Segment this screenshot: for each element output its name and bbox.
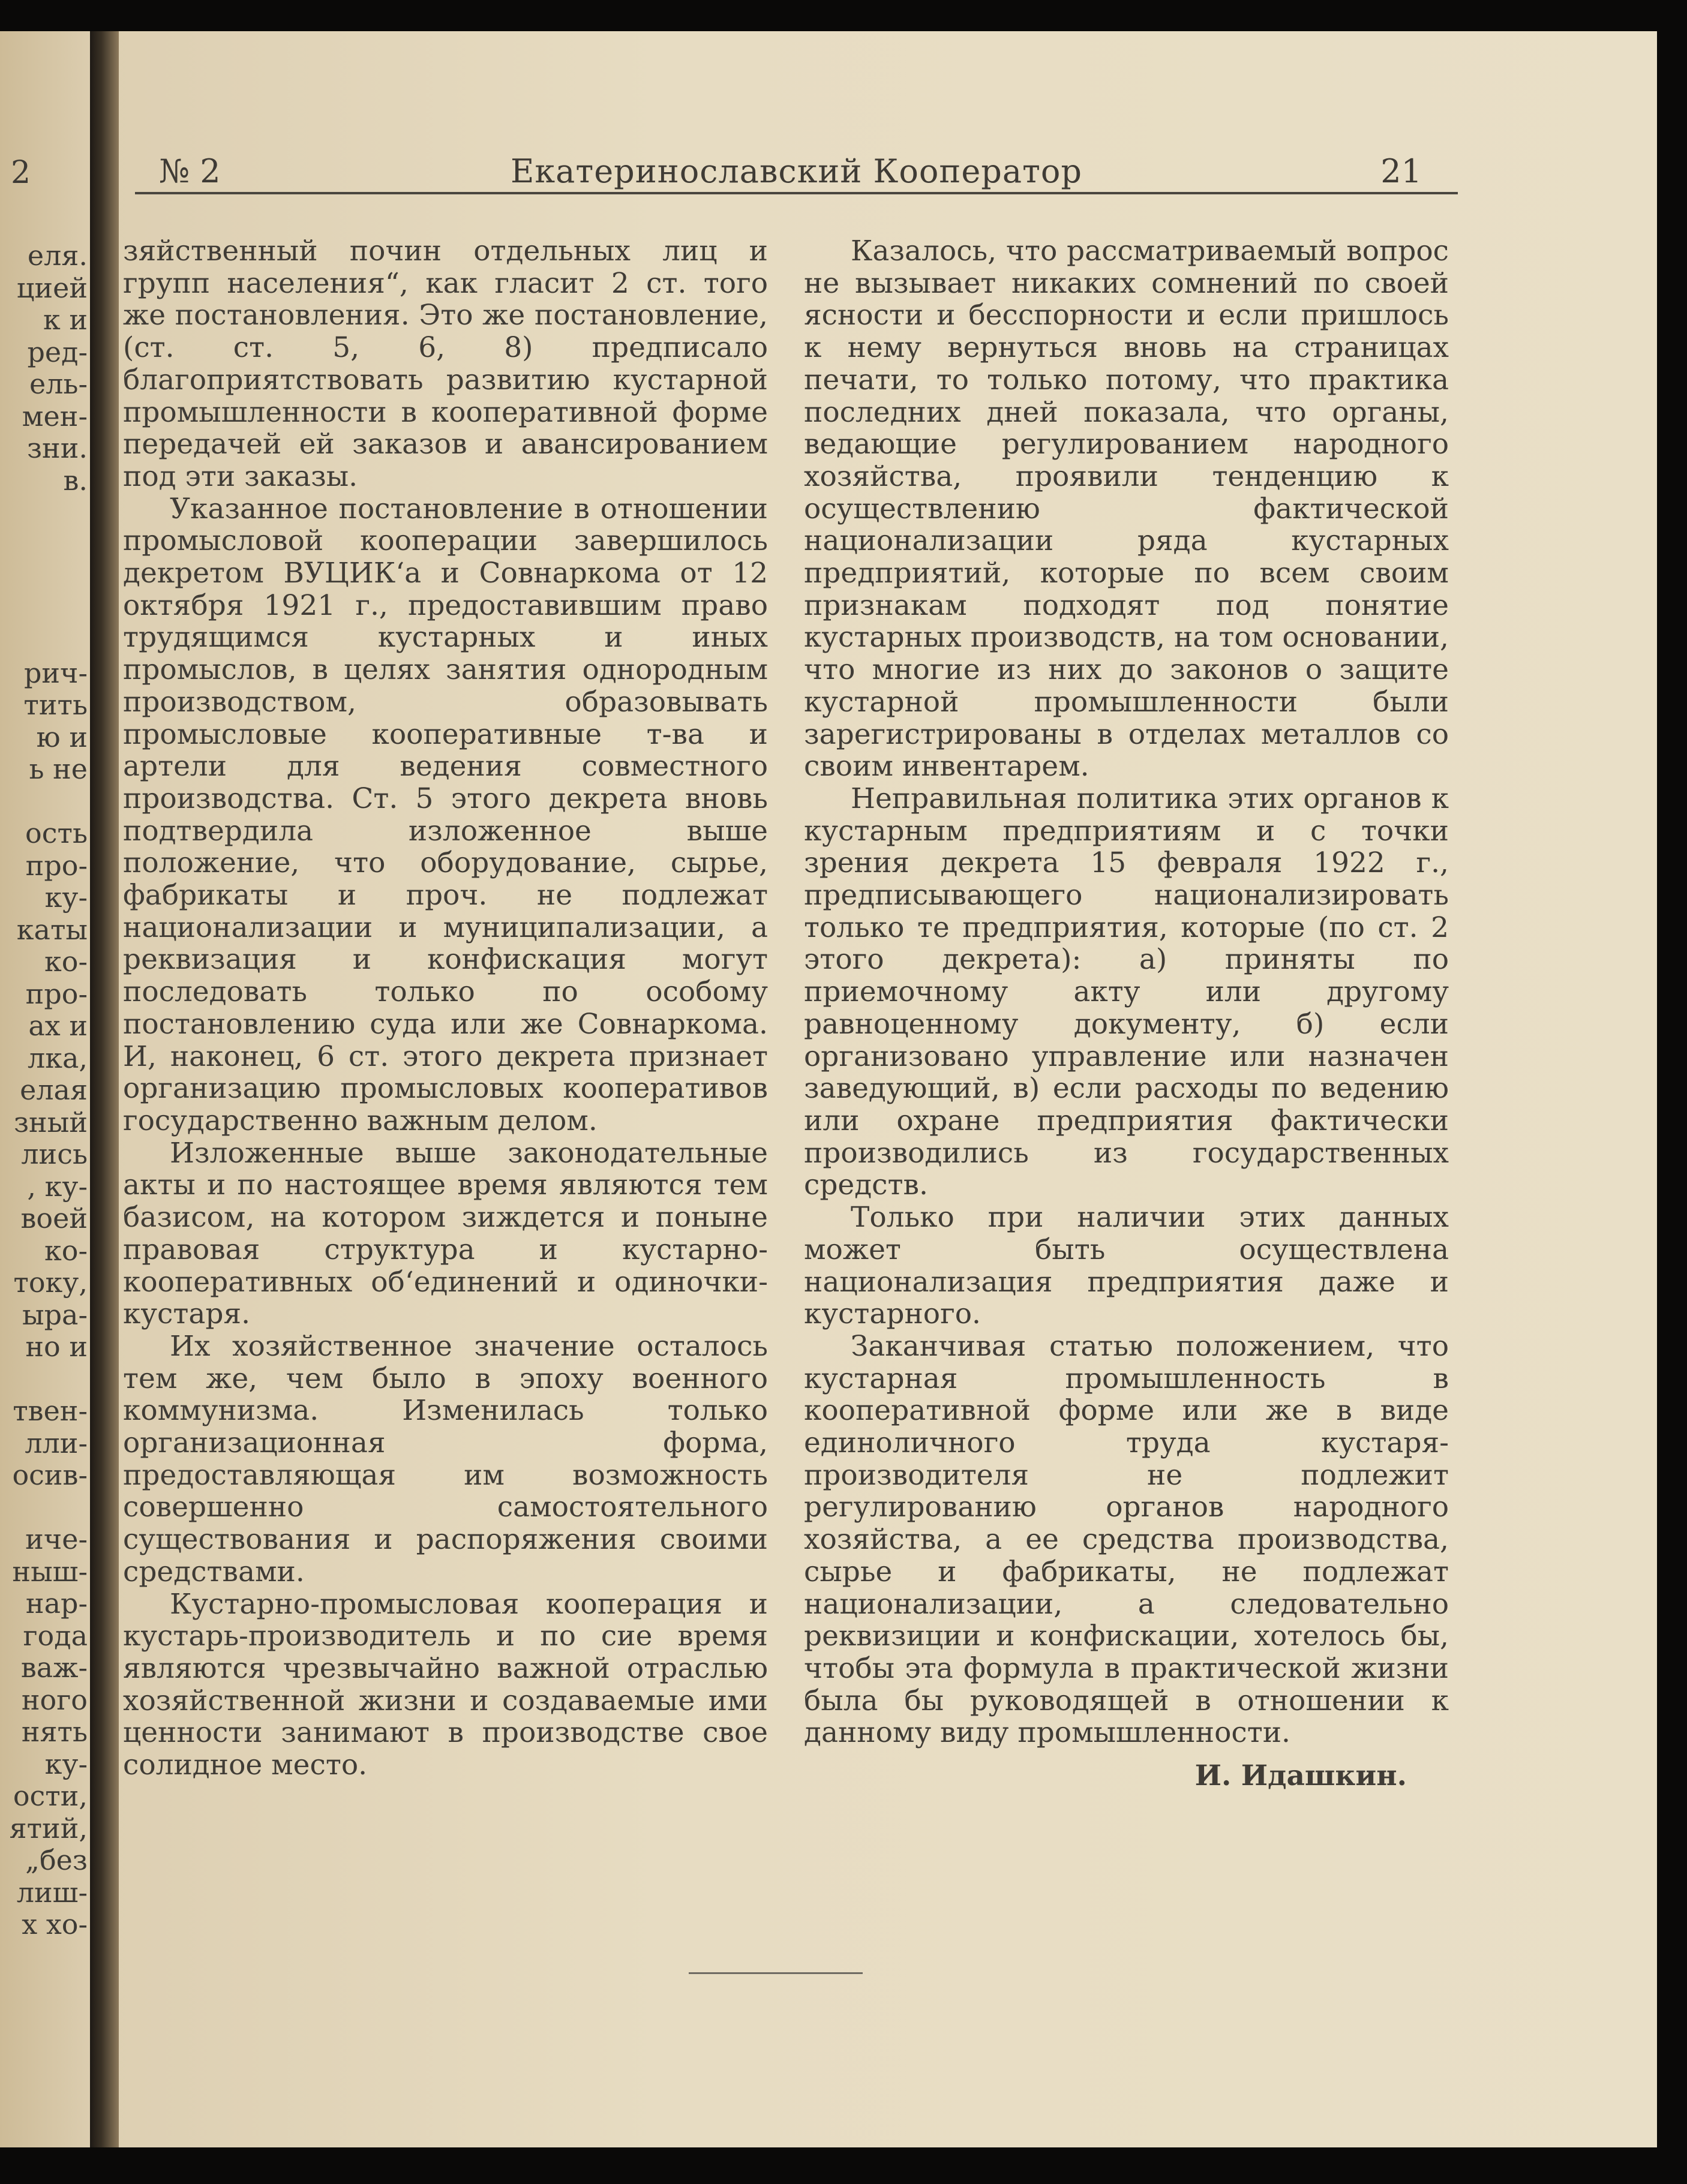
section-divider xyxy=(689,1972,863,1974)
article-column-right xyxy=(804,235,1449,1792)
paragraph: зяйственный почин отдельных лиц и групп населения“, как гласит 2 ст. того же постановления. Это же постановление, (ст. ст. 5, 6, 8) предписало благоприятствовать развитию кустарной промышленности в кооперативной форме передачей ей заказов и авансированием под эти заказы. xyxy=(123,235,768,493)
article-column-left xyxy=(123,235,768,1782)
journal-title: Екатеринославский Кооператор xyxy=(510,152,1082,190)
paragraph: Казалось, что рассматриваемый вопрос не вызывает никаких сомнений по своей ясности и бесспорности и если пришлось к нему вернуться вновь на страницах печати, то только потому, что практика последних дней показала, что органы, ведающие регулированием народного хозяйства, проявили тенденцию к осуществлению фактической национализации ряда кустарных предприятий, которые по всем своим признакам подходят под понятие кустарных производств, на том основании, что многие из них до законов о защите кустарной промышленности были зарегистрированы в отделах металлов со своим инвентарем. xyxy=(804,235,1449,783)
previous-page-lines: еля. цией к и ред- ель- мен- зни. в. рич- тить ю и ь не ость про- ку- каты ко- про- ах и лка, елая зный лись , ку- воей ко- току, ыра- но и твен- лли- осив- иче- ныш- нар- года важ- ного нять ку- ости, ятий, „без лиш- х хо- xyxy=(9,239,88,1940)
paragraph: Только при наличии этих данных может быть осуществлена национализация предприятия даже и кустарного. xyxy=(804,1201,1449,1331)
previous-page-number: 2 xyxy=(11,155,31,191)
author-signature: И. Идашкин. xyxy=(1194,1759,1407,1793)
paragraph: Неправильная политика этих органов к кустарным предприятиям и с точки зрения декрета 15 февраля 1922 г., предписывающего национализировать только те предприятия, которые (по ст. 2 этого декрета): а) приняты по приемочному акту или другому равноценному документу, б) если организовано управление или назначен заведующий, в) если расходы по ведению или охране предприятия фактически производились из государственных средств. xyxy=(804,782,1449,1202)
paragraph: Указанное постановление в отношении промысловой кооперации завершилось декретом ВУЦИК‘а и Совнаркома от 12 октября 1921 г., предоставившим право трудящимся кустарных и иных промыслов, в целях занятия однородным производством, образовывать промысловые кооперативные т-ва и артели для ведения совместного производства. Ст. 5 этого декрета вновь подтвердила изложенное выше положение, что оборудование, сырье, фабрикаты и проч. не подлежат национализации и муниципализации, а реквизация и конфискация могут последовать только по особому постановлению суда или же Совнаркома. И, наконец, 6 ст. этого декрета признает организацию промысловых кооперативов государственно важным делом. xyxy=(123,492,768,1137)
paragraph: Заканчивая статью положением, что кустарная промышленность в кооперативной форме или же в виде единоличного труда кустаря-производителя не подлежит регулированию органов народного хозяйства, а ее средства производства, сырье и фабрикаты, не подлежат национализации, а следовательно реквизиции и конфискации, хотелось бы, чтобы эта формула в практической жизни была бы руководящей в отношении к данному виду промышленности. xyxy=(804,1329,1449,1750)
issue-number: № 2 xyxy=(159,152,221,190)
page-header xyxy=(135,151,1458,194)
previous-page-fragment xyxy=(0,126,90,2045)
paragraph: Кустарно-промысловая кооперация и кустарь-производитель и по сие время являются чрезвычайно важной отраслью хозяйственной жизни и создаваемые ими ценности занимают в производстве свое солидное место. xyxy=(123,1587,768,1782)
paragraph: Изложенные выше законодательные акты и по настоящее время являются тем базисом, на котором зиждется и поныне правовая структура и кустарно-кооперативных об‘единений и одиночки-кустаря. xyxy=(123,1136,768,1331)
book-gutter xyxy=(90,31,119,2147)
paragraph: Их хозяйственное значение осталось тем же, чем было в эпоху военного коммунизма. Изменилась только организационная форма, предоставляющая им возможность совершенно самостоятельного существования и распоряжения своими средствами. xyxy=(123,1329,768,1588)
page-number: 21 xyxy=(1380,152,1422,190)
